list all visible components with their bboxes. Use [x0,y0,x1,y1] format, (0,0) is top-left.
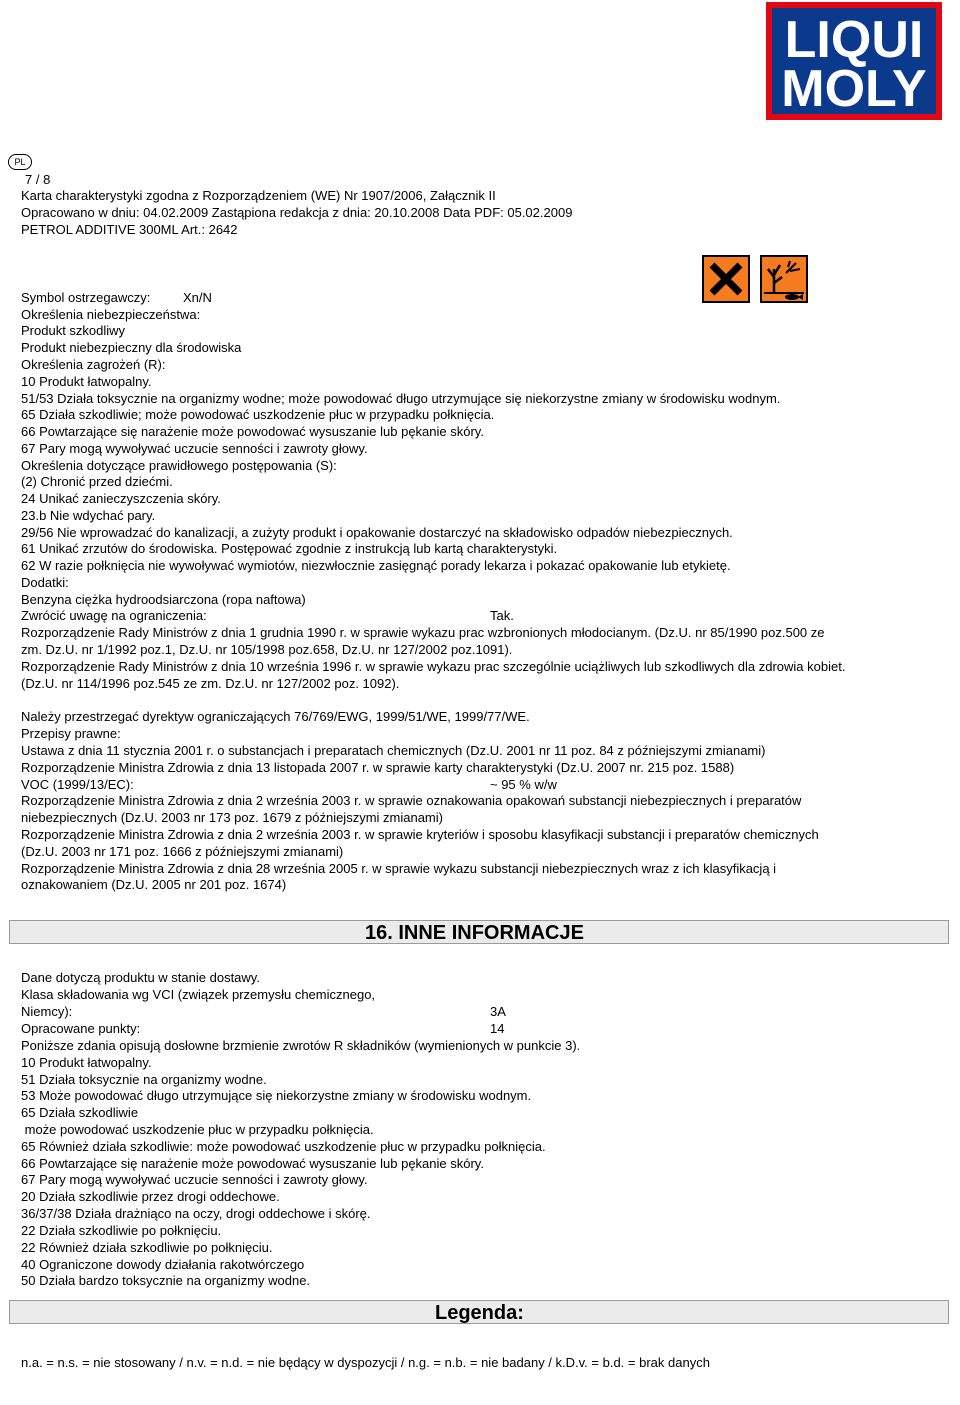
text-line: Rozporządzenie Ministra Zdrowia z dnia 2 września 2003 r. w sprawie oznakowania opakowań substancji niebezpiecznych i preparatów [21,793,802,808]
warning-symbol-label: Symbol ostrzegawczy: [21,290,151,305]
text-line: Ustawa z dnia 11 stycznia 2001 r. o substancjach i preparatach chemicznych (Dz.U. 2001 nr 11 poz. 84 z późniejszymi zmianami) [21,743,766,758]
text-line: Określenia dotyczące prawidłowego postępowania (S): [21,458,337,473]
text-line: Benzyna ciężka hydroodsiarczona (ropa naftowa) [21,592,306,607]
text-line: Rozporządzenie Ministra Zdrowia z dnia 28 września 2005 r. w sprawie wykazu substancji niebezpiecznych wraz z ich klasyfikacją i [21,861,777,876]
text-line: Rozporządzenie Ministra Zdrowia z dnia 13 listopada 2007 r. w sprawie karty charakterystyki (Dz.U. 2007 nr. 215 poz. 1588) [21,760,735,775]
text-line: (Dz.U. 2003 nr 171 poz. 1666 z późniejszymi zmianami) [21,844,344,859]
text-line: 10 Produkt łatwopalny. [21,1055,152,1070]
header-product: PETROL ADDITIVE 300ML Art.: 2642 [21,222,238,237]
text-line: Dane dotyczą produktu w stanie dostawy. [21,970,260,985]
vci-label: Klasa składowania wg VCI (związek przemysłu chemicznego, [21,987,376,1002]
text-line: Produkt niebezpieczny dla środowiska [21,340,242,355]
logo-line1: LIQUI [784,11,924,69]
logo-line2: MOLY [781,60,927,118]
text-line: Określenia zagrożeń (R): [21,357,166,372]
section-16-header [9,920,949,944]
text-line: 24 Unikać zanieczyszczenia skóry. [21,491,221,506]
text-line: Poniższe zdania opisują dosłowne brzmienie zwrotów R składników (wymienionych w punkcie 3). [21,1038,581,1053]
legend-text: n.a. = n.s. = nie stosowany / n.v. = n.d. = nie będący w dyspozycji / n.g. = n.b. = nie badany / k.D.v. = b.d. = brak danych [21,1355,710,1370]
text-line: oznakowaniem (Dz.U. 2005 nr 201 poz. 1674) [21,877,287,892]
text-line: 36/37/38 Działa drażniąco na oczy, drogi oddechowe i skórę. [21,1206,371,1221]
text-line: zm. Dz.U. nr 1/1992 poz.1, Dz.U. nr 105/1998 poz.658, Dz.U. nr 127/2002 poz.1091). [21,642,513,657]
vci-label-2: Niemcy): [21,1004,73,1019]
text-line: 20 Działa szkodliwie przez drogi oddechowe. [21,1189,280,1204]
page-number: 7 / 8 [25,172,51,187]
points-value: 14 [490,1021,505,1036]
text-line: 65 Również działa szkodliwie: może powodować uszkodzenie płuc w przypadku połknięcia. [21,1139,546,1154]
text-line: 62 W razie połknięcia nie wywoływać wymiotów, niezwłocznie zasięgnąć porady lekarza i pokazać opakowanie lub etykietę. [21,558,731,573]
points-label: Opracowane punkty: [21,1021,141,1036]
text-line: Rozporządzenie Ministra Zdrowia z dnia 2 września 2003 r. w sprawie kryteriów i sposobu klasyfikacji substancji i preparatów chemicznych [21,827,819,842]
text-line: Określenia niebezpieczeństwa: [21,307,201,322]
text-line: 22 Działa szkodliwie po połknięciu. [21,1223,222,1238]
country-badge: PL [8,154,32,170]
text-line: 66 Powtarzające się narażenie może powodować wysuszanie lub pękanie skóry. [21,1156,484,1171]
voc-label: VOC (1999/13/EC): [21,777,134,792]
header-regulation: Karta charakterystyki zgodna z Rozporządzeniem (WE) Nr 1907/2006, Załącznik II [21,188,496,203]
header-dates: Opracowano w dniu: 04.02.2009 Zastąpiona redakcja z dnia: 20.10.2008 Data PDF: 05.02.2009 [21,205,573,220]
text-line: 67 Pary mogą wywoływać uczucie senności i zawroty głowy. [21,1172,368,1187]
text-line: Należy przestrzegać dyrektyw ograniczających 76/769/EWG, 1999/51/WE, 1999/77/WE. [21,709,530,724]
legend-title: Legenda: [435,1302,524,1324]
text-line: 61 Unikać zrzutów do środowiska. Postępować zgodnie z instrukcją lub kartą charakterystyki. [21,541,558,556]
text-line: Rozporządzenie Rady Ministrów z dnia 1 grudnia 1990 r. w sprawie wykazu prac wzbronionych młodocianym. (Dz.U. nr 85/1990 poz.500 ze [21,625,825,640]
vci-value: 3A [490,1004,506,1019]
text-line: 50 Działa bardzo toksycznie na organizmy wodne. [21,1273,311,1288]
section-16-title: 16. INNE INFORMACJE [365,922,584,944]
text-line: 29/56 Nie wprowadzać do kanalizacji, a zużyty produkt i opakowanie dostarczyć na składowisko odpadów niebezpiecznych. [21,525,733,540]
text-line: 65 Działa szkodliwie [21,1105,139,1120]
text-line: niebezpiecznych (Dz.U. 2003 nr 173 poz. 1679 z późniejszymi zmianami) [21,810,443,825]
voc-value: ~ 95 % w/w [490,777,557,792]
text-line: Rozporządzenie Rady Ministrów z dnia 10 września 1996 r. w sprawie wykazu prac szczególnie uciążliwych lub szkodliwych dla zdrowia kobiet. [21,659,846,674]
text-line: (2) Chronić przed dziećmi. [21,474,173,489]
text-line: 66 Powtarzające się narażenie może powodować wysuszanie lub pękanie skóry. [21,424,484,439]
restriction-label: Zwrócić uwagę na ograniczenia: [21,608,207,623]
text-line: 67 Pary mogą wywoływać uczucie senności i zawroty głowy. [21,441,368,456]
text-line: może powodować uszkodzenie płuc w przypadku połknięcia. [21,1122,374,1137]
text-line: (Dz.U. nr 114/1996 poz.545 ze zm. Dz.U. nr 127/2002 poz. 1092). [21,676,400,691]
text-line: 53 Może powodować długo utrzymujące się niekorzystne zmiany w środowisku wodnym. [21,1088,532,1103]
restriction-value: Tak. [490,608,514,623]
warning-symbol-value: Xn/N [183,290,212,305]
text-line: Produkt szkodliwy [21,323,126,338]
text-line: 40 Ograniczone dowody działania rakotwórczego [21,1257,305,1272]
text-line: 10 Produkt łatwopalny. [21,374,152,389]
harmful-x-icon [702,255,750,303]
text-line: 65 Działa szkodliwie; może powodować uszkodzenie płuc w przypadku połknięcia. [21,407,495,422]
text-line: 51/53 Działa toksycznie na organizmy wodne; może powodować długo utrzymujące się niekorzystne zmiany w środowisku wodnym. [21,391,781,406]
text-line: Dodatki: [21,575,69,590]
text-line: Przepisy prawne: [21,726,121,741]
liqui-moly-logo [766,2,942,120]
dead-tree-fish-icon [760,255,808,303]
text-line: 22 Również działa szkodliwie po połknięciu. [21,1240,273,1255]
legend-header [9,1300,949,1324]
text-line: 23.b Nie wdychać pary. [21,508,156,523]
text-line: 51 Działa toksycznie na organizmy wodne. [21,1072,267,1087]
